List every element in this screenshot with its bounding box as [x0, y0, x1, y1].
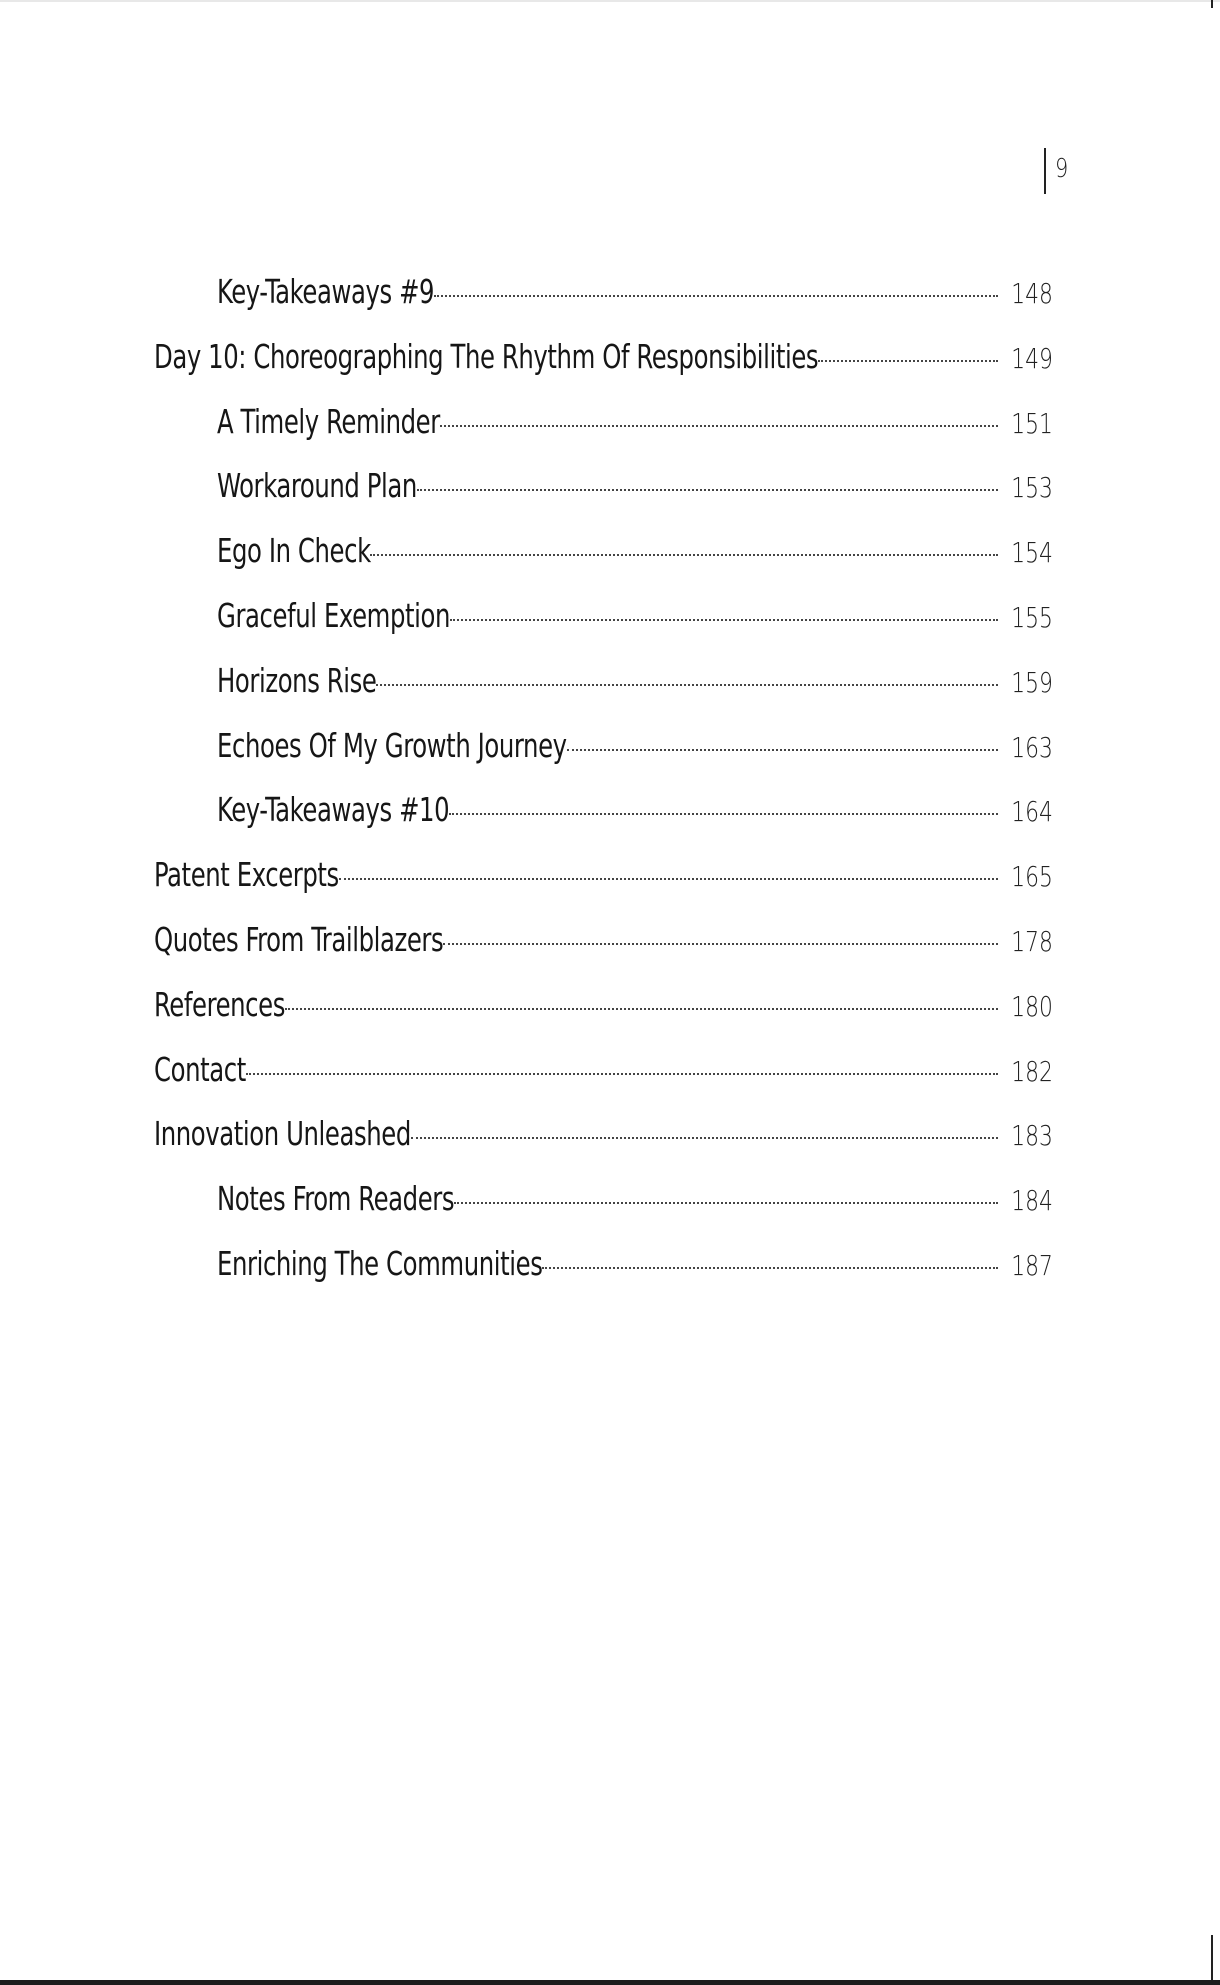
toc-entry-page-number: 155 [1011, 600, 1053, 634]
page-bottom-edge [0, 1980, 1220, 1985]
toc-dot-leader [411, 1137, 998, 1139]
toc-entry[interactable] [154, 778, 1053, 843]
toc-dot-leader [339, 878, 998, 880]
toc-entry-title: Ego In Check [217, 531, 371, 571]
toc-entry-page-number: 151 [1011, 406, 1053, 440]
toc-entry[interactable] [154, 1232, 1053, 1297]
page-number: 9 [1055, 154, 1069, 184]
toc-entry[interactable] [154, 390, 1053, 455]
toc-entry[interactable] [154, 843, 1053, 908]
toc-entry[interactable] [154, 325, 1053, 390]
toc-entry[interactable] [154, 1038, 1053, 1103]
toc-dot-leader [567, 749, 998, 751]
toc-dot-leader [370, 554, 998, 556]
toc-entry[interactable] [154, 908, 1053, 973]
toc-dot-leader [440, 425, 998, 427]
toc-entry-title: Day 10: Choreographing The Rhythm Of Responsibilities [154, 336, 819, 376]
toc-dot-leader [542, 1267, 998, 1269]
toc-entry-title: Contact [154, 1049, 246, 1089]
toc-entry[interactable] [154, 454, 1053, 519]
toc-entry-page-number: 159 [1011, 665, 1053, 699]
toc-entry-title: A Timely Reminder [217, 401, 440, 441]
toc-entry-title: Graceful Exemption [217, 595, 451, 635]
page-number-divider [1044, 148, 1046, 194]
toc-entry[interactable] [154, 519, 1053, 584]
toc-entry-page-number: 154 [1011, 536, 1053, 570]
toc-entry-page-number: 149 [1011, 341, 1053, 375]
toc-entry[interactable] [154, 649, 1053, 714]
toc-entry-page-number: 148 [1011, 277, 1053, 310]
toc-entry-page-number: 183 [1011, 1119, 1053, 1153]
toc-entry[interactable] [154, 584, 1053, 649]
toc-entry[interactable] [154, 1102, 1053, 1167]
toc-dot-leader [285, 1008, 998, 1010]
toc-entry-page-number: 180 [1011, 989, 1053, 1023]
toc-dot-leader [246, 1073, 998, 1075]
toc-entry[interactable] [154, 1167, 1053, 1232]
toc-entry-page-number: 178 [1011, 924, 1053, 958]
toc-entry-title: Innovation Unleashed [154, 1114, 411, 1154]
toc-entry-title: Horizons Rise [217, 660, 377, 700]
table-of-contents [154, 260, 1053, 1297]
toc-entry-title: Notes From Readers [217, 1179, 455, 1219]
toc-entry-page-number: 182 [1011, 1054, 1053, 1088]
toc-dot-leader [376, 684, 998, 686]
toc-entry-title: Key-Takeaways #9 [217, 272, 435, 311]
toc-entry-page-number: 165 [1011, 860, 1053, 894]
toc-entry-title: Enriching The Communities [217, 1243, 543, 1283]
toc-entry-title: Key-Takeaways #10 [217, 790, 450, 830]
toc-entry-page-number: 153 [1011, 471, 1053, 505]
toc-entry-page-number: 164 [1011, 795, 1053, 829]
toc-entry-title: Echoes Of My Growth Journey [217, 725, 567, 765]
toc-dot-leader [434, 295, 998, 297]
toc-entry-page-number: 163 [1011, 730, 1053, 764]
toc-dot-leader [449, 813, 998, 815]
crop-mark-top [1211, 0, 1213, 8]
toc-dot-leader [454, 1202, 998, 1204]
crop-mark-bottom [1211, 1935, 1213, 1980]
toc-entry[interactable] [154, 714, 1053, 779]
toc-entry-page-number: 187 [1011, 1248, 1053, 1282]
toc-entry-title: Workaround Plan [217, 466, 417, 506]
toc-dot-leader [443, 943, 998, 945]
toc-dot-leader [450, 619, 998, 621]
toc-entry-page-number: 184 [1011, 1184, 1053, 1218]
toc-entry-title: Quotes From Trailblazers [154, 919, 444, 959]
toc-entry-title: References [154, 984, 286, 1024]
toc-entry-title: Patent Excerpts [154, 855, 339, 895]
toc-entry[interactable] [154, 973, 1053, 1038]
toc-dot-leader [818, 360, 998, 362]
toc-entry[interactable] [154, 260, 1053, 325]
page-top-edge [0, 0, 1220, 2]
toc-dot-leader [417, 489, 998, 491]
